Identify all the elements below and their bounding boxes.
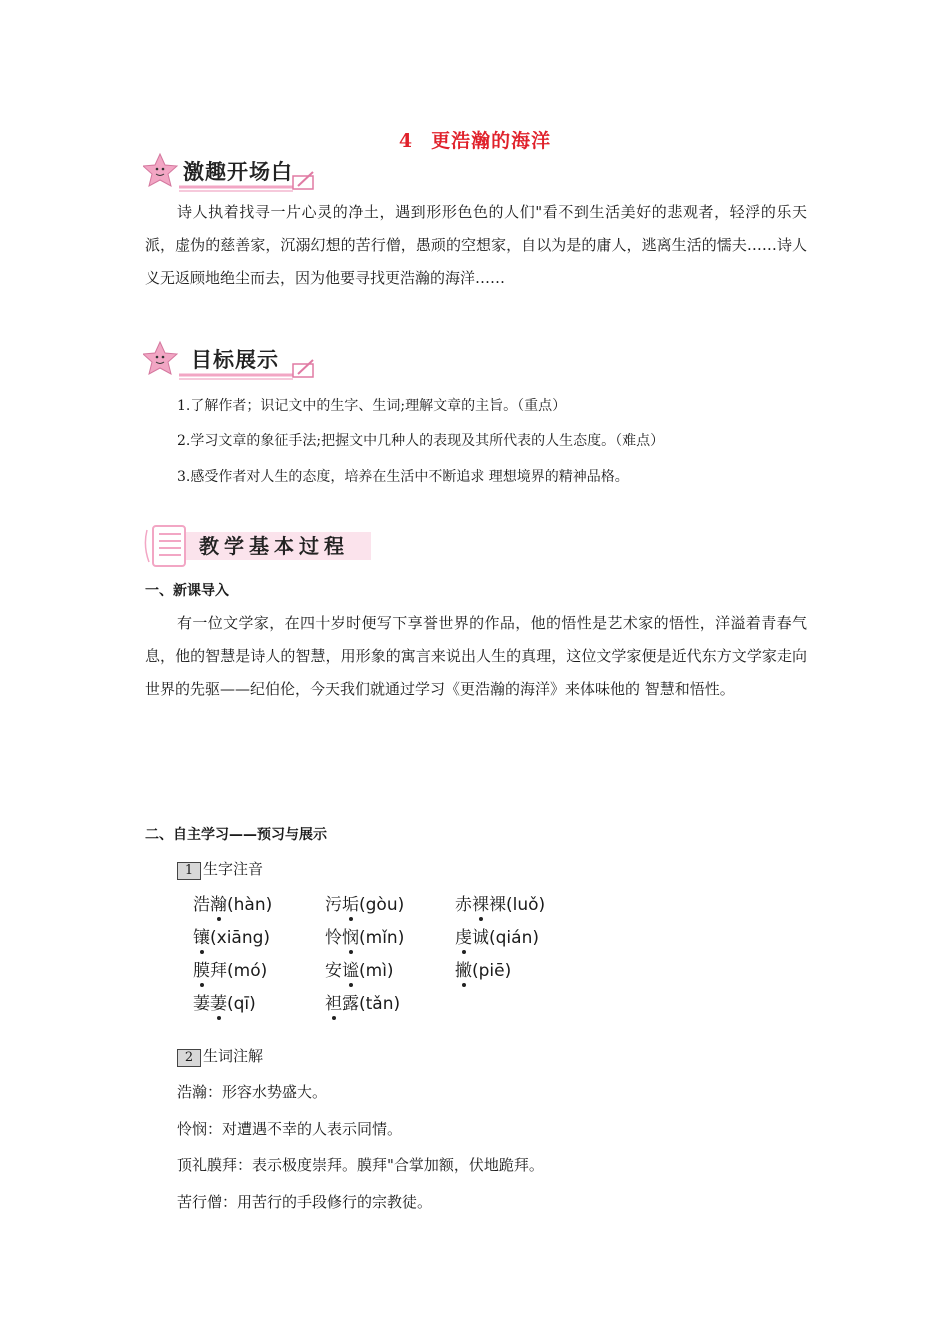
pinyin-reading: (luǒ) [506, 895, 546, 915]
pinyin-reading: (gòu) [359, 895, 405, 915]
banner-label: 激趣开场白 [183, 160, 293, 184]
pinyin-entry [455, 956, 511, 981]
lesson-number: 4 [398, 130, 414, 152]
pinyin-reading: (piē) [472, 961, 512, 981]
banner-label: 目标展示 [191, 348, 279, 372]
banner-warmup [143, 152, 323, 194]
pinyin-entry [325, 923, 404, 948]
pinyin-reading: (qián) [489, 928, 539, 948]
vocab-definition: 浩瀚：形容水势盛大。 [177, 1083, 328, 1101]
pinyin-entry [325, 890, 404, 915]
pinyin-reading: (tǎn) [359, 994, 401, 1014]
pinyin-entry [455, 890, 545, 915]
pinyin-entry [193, 989, 256, 1014]
pinyin-reading: (mǐn) [359, 928, 405, 948]
target-character: 撇 [455, 961, 472, 981]
pinyin-entry [325, 956, 394, 981]
lesson-title: 更浩瀚的海洋 [431, 130, 552, 152]
section-heading: 二、自主学习——预习与展示 [145, 827, 327, 843]
pinyin-reading: (mì) [359, 961, 394, 981]
pinyin-entry [193, 923, 270, 948]
character: 裸 [489, 895, 506, 915]
target-character: 虔 [455, 928, 472, 948]
goal-item: 3.感受作者对人生的态度，培养在生活中不断追求 理想境界的精神品格。 [177, 469, 629, 485]
target-character: 悯 [342, 928, 359, 948]
target-character: 膜 [193, 961, 210, 981]
character: 露 [342, 994, 359, 1014]
character: 怜 [325, 928, 342, 948]
character: 萋 [193, 994, 210, 1014]
section-paragraph: 有一位文学家，在四十岁时便写下享誉世界的作品，他的悟性是艺术家的悟性，洋溢着青春气息，他的智慧是诗人的智慧，用形象的寓言来说出人生的真理，这位文学家便是近代东方文学家走向世界的先驱——纪伯伦，今天我们就通过学习《更浩瀚的海洋》来体味他的 智慧和悟性。 [145, 614, 807, 698]
subsection-label: 生词注解 [203, 1047, 264, 1065]
banner-process [143, 520, 373, 570]
character: 浩 [193, 895, 210, 915]
target-character: 谧 [342, 961, 359, 981]
target-character: 瀚 [210, 895, 227, 915]
page-title [0, 126, 950, 153]
intro-paragraph: 诗人执着找寻一片心灵的净土，遇到形形色色的人们"看不到生活美好的悲观者，轻浮的乐天派，虚伪的慈善家，沉溺幻想的苦行僧，愚顽的空想家，自以为是的庸人，逃离生活的懦夫……诗人义无返顾地绝尘而去，因为他要寻找更浩瀚的海洋…… [145, 203, 807, 287]
vocab-definition: 怜悯：对遭遇不幸的人表示同情。 [177, 1120, 403, 1138]
subsection-number: 2 [177, 1049, 201, 1067]
banner-label: 教学基本过程 [199, 534, 349, 558]
subsection-number: 1 [177, 862, 201, 880]
target-character: 裸 [472, 895, 489, 915]
pinyin-entry [455, 923, 539, 948]
target-character: 镶 [193, 928, 210, 948]
character: 安 [325, 961, 342, 981]
goal-item: 2.学习文章的象征手法;把握文中几种人的表现及其所代表的人生态度。（难点） [177, 433, 665, 449]
pen-icon [293, 172, 313, 189]
target-character: 萋 [210, 994, 227, 1014]
section-heading: 一、新课导入 [145, 583, 229, 599]
subsection-label: 生字注音 [203, 860, 264, 878]
vocab-definition: 苦行僧：用苦行的手段修行的宗教徒。 [177, 1193, 433, 1211]
pinyin-grid [193, 890, 613, 1030]
pinyin-reading: (mó) [227, 961, 268, 981]
subsection-pinyin [177, 858, 263, 880]
pinyin-reading: (xiāng) [210, 928, 271, 948]
character: 拜 [210, 961, 227, 981]
character: 诚 [472, 928, 489, 948]
goal-item: 1.了解作者；识记文中的生字、生词;理解文章的主旨。（重点） [177, 398, 567, 414]
character: 污 [325, 895, 342, 915]
pen-icon [293, 360, 313, 377]
banner-goals [143, 340, 323, 382]
pinyin-entry [193, 956, 267, 981]
target-character: 袒 [325, 994, 342, 1014]
subsection-vocab [177, 1045, 263, 1067]
pinyin-entry [193, 890, 272, 915]
pinyin-reading: (qī) [227, 994, 256, 1014]
pinyin-reading: (hàn) [227, 895, 273, 915]
pinyin-entry [325, 989, 400, 1014]
character: 赤 [455, 895, 472, 915]
target-character: 垢 [342, 895, 359, 915]
vocab-definition: 顶礼膜拜：表示极度崇拜。膜拜"合掌加额，伏地跪拜。 [177, 1156, 544, 1174]
